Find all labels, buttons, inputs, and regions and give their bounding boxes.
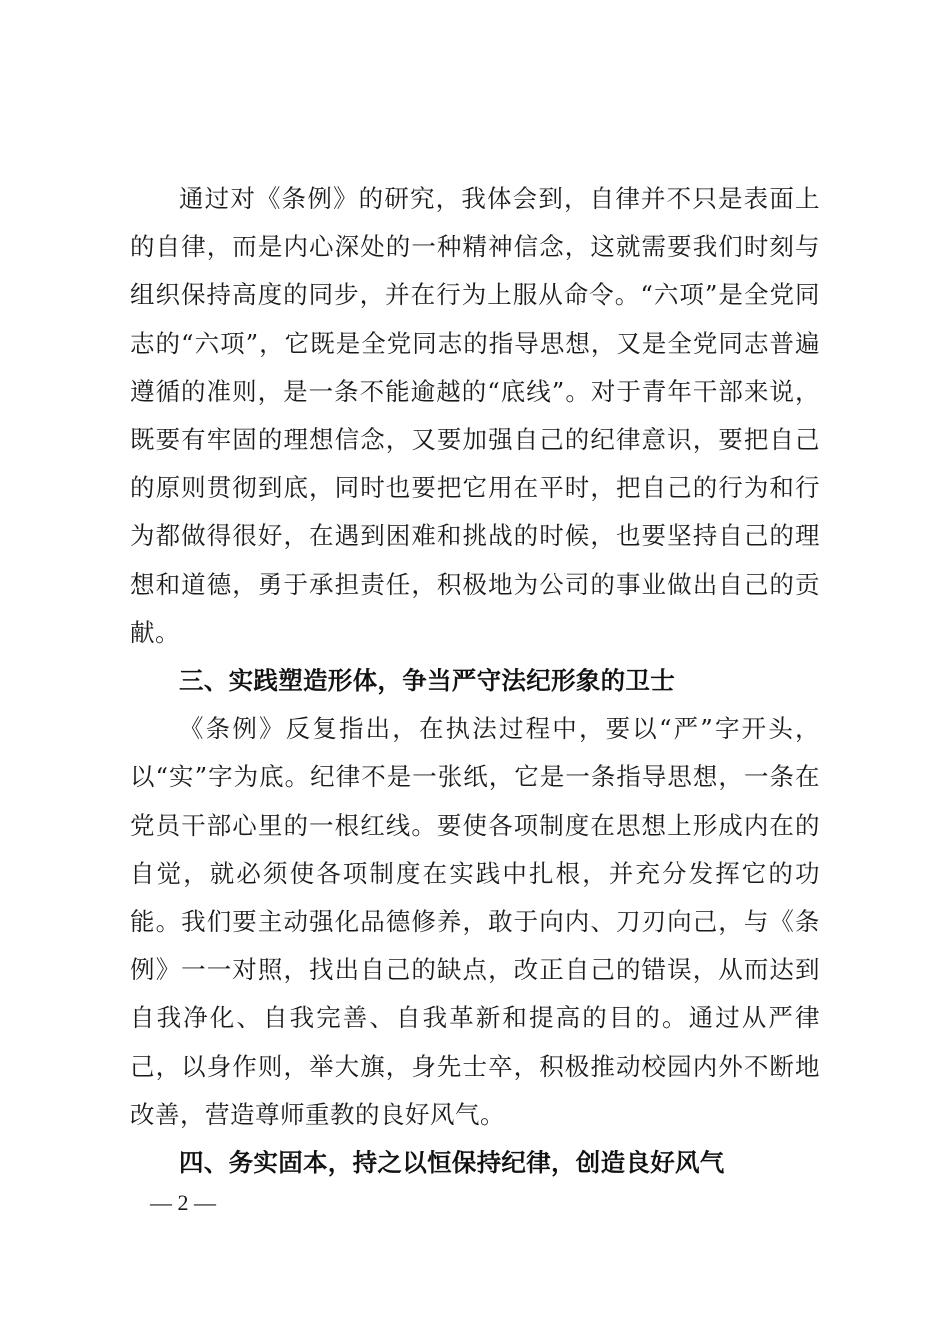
body-paragraph: 通过对《条例》的研究，我体会到，自律并不只是表面上的自律，而是内心深处的一种精神信念，这就需要我们时刻与组织保持高度的同步，并在行为上服从命令。“六项”是全党同志的“六项”，它既是全党同志的指导思想，又是全党同志普遍遵循的准则，是一条不能逾越的“底线”。对于青年干部来说，既要有牢固的理想信念，又要加强自己的纪律意识，要把自己的原则贯彻到底，同时也要把它用在平时，把自己的行为和行为都做得很好，在遇到困难和挑战的时候，也要坚持自己的理想和道德，勇于承担责任，积极地为公司的事业做出自己的贡献。 [130,184,820,647]
document-body [130,175,820,1187]
page-number: — 2 — [150,1190,216,1215]
section-heading-three: 三、实践塑造形体，争当严守法纪形象的卫士 [179,666,675,696]
section-heading-four: 四、务实固本，持之以恒保持纪律，创造良好风气 [179,1148,725,1178]
body-paragraph: 《条例》反复指出，在执法过程中，要以“严”字开头，以“实”字为底。纪律不是一张纸，它是一条指导思想，一条在党员干部心里的一根红线。要使各项制度在思想上形成内在的自觉，就必须使各项制度在实践中扎根，并充分发挥它的功能。我们要主动强化品德修养，敢于向内、刀刃向己，与《条例》一一对照，找出自己的缺点，改正自己的错误，从而达到自我净化、自我完善、自我革新和提高的目的。通过从严律己，以身作则，举大旗，身先士卒，积极推动校园内外不断地改善，营造尊师重教的良好风气。 [130,714,820,1129]
